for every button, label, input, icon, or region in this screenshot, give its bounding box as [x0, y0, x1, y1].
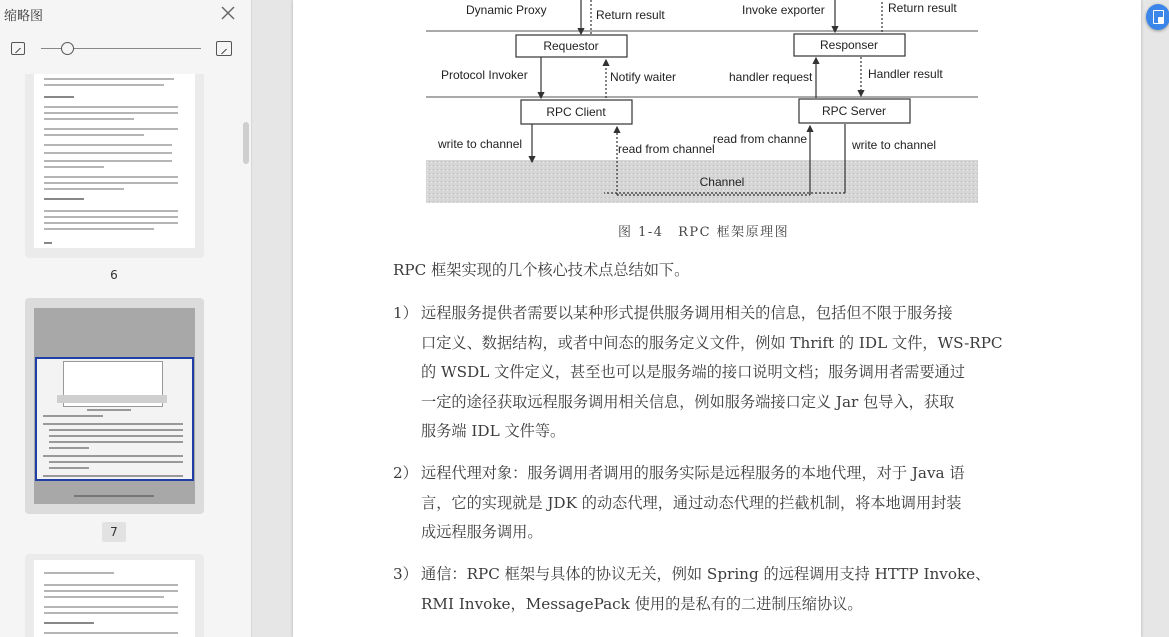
label-channel: Channel — [699, 175, 745, 189]
list-item-number: 1） — [393, 304, 418, 322]
label-handler-request: handler request — [729, 70, 813, 84]
list-item-number: 2） — [393, 464, 418, 482]
sidebar-title: 缩略图 — [4, 9, 44, 24]
image-large-icon[interactable] — [216, 41, 232, 56]
label-handler-result: Handler result — [868, 67, 943, 81]
thumbnail-viewport-indicator — [35, 357, 194, 481]
list-item-line: 服务端 IDL 文件等。 — [421, 422, 566, 440]
thumbnail-zoom-toolbar — [0, 36, 252, 62]
list-item-line: 言，它的实现就是 JDK 的动态代理，通过动态代理的拦截机制，将本地调用封装 — [421, 493, 962, 512]
label-read-from-channel-left: read from channel — [618, 142, 715, 156]
sidebar-scrollbar[interactable] — [243, 122, 249, 164]
list-item-number: 3） — [393, 565, 418, 583]
rpc-architecture-figure — [424, 0, 984, 210]
thumbnail-preview — [34, 560, 195, 637]
list-item-line: 远程代理对象：服务调用者调用的服务实际是远程服务的本地代理，对于 Java 语 — [421, 464, 965, 482]
list-item-line: 口定义、数据结构，或者中间态的服务定义文件，例如 Thrift 的 IDL 文件，WS-RPC — [421, 333, 1003, 352]
label-rpc-client: RPC Client — [546, 105, 606, 119]
figure-caption: 图 1-4 RPC 框架原理图 — [618, 225, 790, 240]
thumbnail-page-7[interactable] — [25, 298, 204, 514]
thumbnail-list — [0, 74, 240, 637]
floating-tool-button[interactable] — [1146, 4, 1169, 30]
list-item-1 — [393, 299, 1003, 447]
thumbnail-page-6[interactable] — [25, 74, 204, 258]
list-item-line: RMI Invoke，MessagePack 使用的是私有的二进制压缩协议。 — [421, 594, 863, 613]
list-item-line: 成远程服务调用。 — [421, 523, 543, 541]
list-item-line: 通信：RPC 框架与具体的协议无关，例如 Spring 的远程调用支持 HTTP Invoke、 — [421, 565, 991, 583]
label-read-from-channel-right: read from channe — [713, 132, 808, 146]
label-protocol-invoker: Protocol Invoker — [441, 68, 528, 82]
list-item-2 — [393, 459, 965, 548]
label-responser: Responser — [819, 38, 879, 52]
thumbnail-page-8[interactable] — [25, 554, 204, 637]
label-write-to-channel-left: write to channel — [438, 137, 523, 151]
close-icon[interactable] — [219, 4, 237, 22]
label-return-result-right: Return result — [888, 1, 957, 15]
thumbnail-page-number: 7 — [102, 522, 126, 542]
intro-paragraph: RPC 框架实现的几个核心技术点总结如下。 — [393, 261, 690, 279]
document-page — [293, 0, 1141, 637]
zoom-slider-thumb[interactable] — [61, 42, 74, 55]
label-rpc-server: RPC Server — [821, 104, 887, 118]
thumbnail-preview — [34, 74, 195, 248]
label-dynamic-proxy: Dynamic Proxy — [466, 3, 547, 17]
list-item-line: 的 WSDL 文件定义，甚至也可以是服务端的接口说明文档；服务调用者需要通过 — [421, 363, 965, 381]
thumbnail-page-number: 6 — [110, 268, 118, 282]
label-requestor: Requestor — [543, 39, 599, 53]
label-write-to-channel-right: write to channel — [852, 138, 937, 152]
list-item-line: 一定的途径获取远程服务调用相关信息，例如服务端接口定义 Jar 包导入，获取 — [421, 392, 955, 411]
label-return-result-left: Return result — [596, 8, 665, 22]
thumbnail-sidebar — [0, 0, 252, 637]
label-notify-waiter: Notify waiter — [610, 70, 677, 84]
label-invoke-exporter: Invoke exporter — [742, 3, 825, 17]
list-item-line: 远程服务提供者需要以某种形式提供服务调用相关的信息，包括但不限于服务接 — [421, 304, 953, 322]
document-view[interactable] — [253, 0, 1169, 637]
image-small-icon[interactable] — [11, 42, 25, 55]
thumbnail-preview — [34, 308, 195, 504]
list-item-3 — [393, 560, 990, 619]
